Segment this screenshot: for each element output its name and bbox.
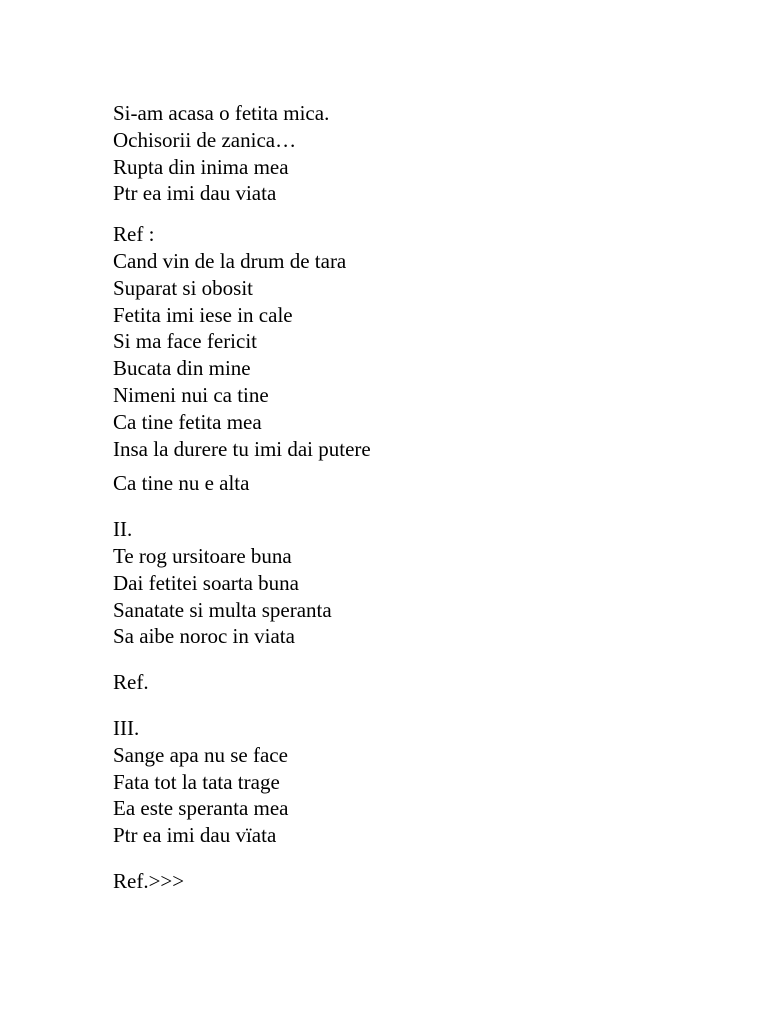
lyric-line: Si-am acasa o fetita mica. — [113, 101, 330, 125]
lyric-line: Si ma face fericit — [113, 329, 258, 354]
lyric-line: Ca tine nu e alta — [113, 471, 250, 496]
lyric-line: II. — [113, 517, 133, 542]
lyrics-text — [113, 100, 713, 895]
lyric-line: Ea este speranta mea — [113, 796, 289, 821]
lyric-line: Sa aibe noroc in viata — [113, 624, 295, 649]
stanza-refrain-ref-2 — [113, 669, 713, 696]
lyric-line: Ca tine fetita mea — [113, 409, 262, 434]
lyric-line: Cand vin de la drum de tara — [113, 248, 347, 273]
stanza-verse-3 — [113, 715, 713, 849]
lyric-line: Dai fetitei soarta buna — [113, 570, 300, 595]
lyric-line: Rupta din inima mea — [113, 154, 289, 179]
lyric-line: Suparat si obosit — [113, 275, 253, 300]
stanza-verse-1 — [113, 100, 713, 207]
lyric-line: Ochisorii de zanica… — [113, 127, 297, 152]
lyric-line: Te rog ursitoare buna — [113, 543, 292, 568]
lyric-line: Ref.>>> — [113, 868, 185, 893]
lyric-line: Ref. — [113, 670, 149, 695]
lyric-line: Bucata din mine — [113, 356, 251, 381]
lyric-line: Insa la durere tu imi dai putere — [113, 436, 371, 461]
stanza-refrain-ref-3 — [113, 868, 713, 895]
lyric-line: Fetita imi iese in cale — [113, 302, 293, 327]
stanza-refrain — [113, 221, 713, 462]
lyric-line: Nimeni nui ca tine — [113, 382, 269, 407]
lyric-line: Ptr ea imi dau vïata — [113, 823, 277, 848]
stanza-refrain-end — [113, 470, 713, 497]
lyric-line: III. — [113, 715, 140, 740]
stanza-verse-2 — [113, 516, 713, 650]
lyric-line: Ref : — [113, 222, 155, 247]
lyric-line: Sanatate si multa speranta — [113, 597, 332, 622]
lyric-line: Fata tot la tata trage — [113, 769, 280, 794]
lyric-line: Ptr ea imi dau viata — [113, 181, 277, 206]
lyric-line: Sange apa nu se face — [113, 742, 288, 767]
